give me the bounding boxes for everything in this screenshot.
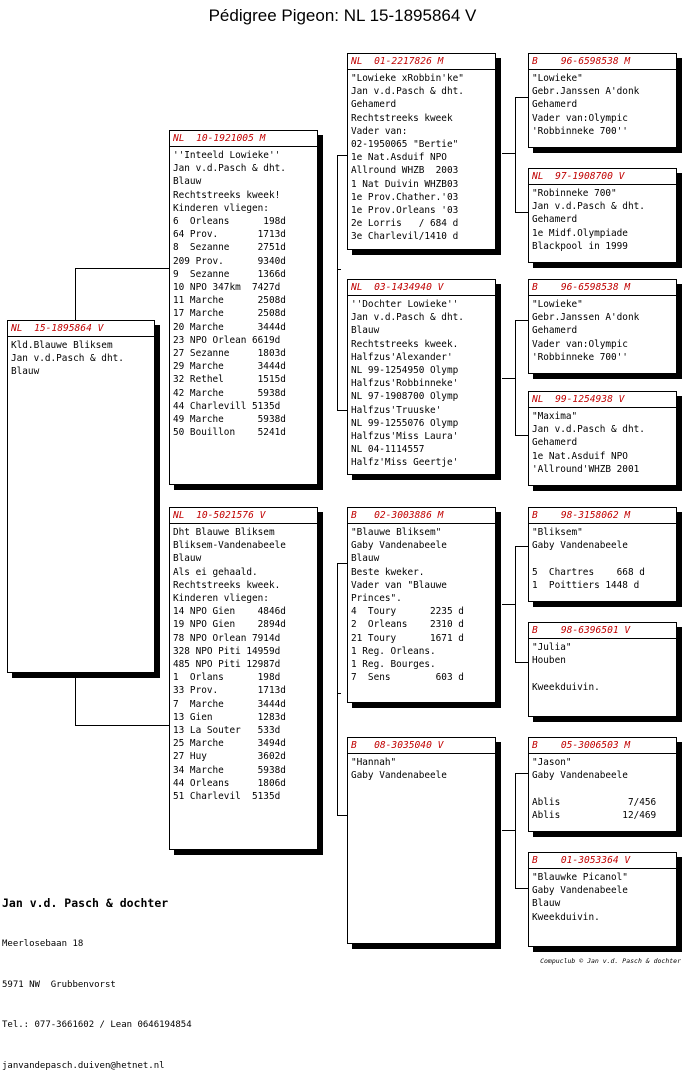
sire-dam-sire-card[interactable] xyxy=(528,279,677,374)
card-line: 49 Marche 5938d xyxy=(173,414,286,426)
card-line: 'Allround'WHZB 2001 xyxy=(532,463,640,475)
card-line: Halfzus'Truuske' xyxy=(351,404,442,416)
card-line: Halfzus'Robbinneke' xyxy=(351,378,459,390)
card-line: 13 Gien 1283d xyxy=(173,711,286,723)
card-line: 1e Nat.Asduif NPO xyxy=(532,450,628,462)
card-line: Kld.Blauwe Bliksem xyxy=(11,340,113,351)
card-line: Rechtstreeks kweek! xyxy=(173,189,281,201)
card-line: 27 Huy 3602d xyxy=(173,751,286,763)
card-line: "Blauwke Picanol" xyxy=(532,872,628,883)
card-line: 5 Chartres 668 d xyxy=(532,566,645,578)
card-line: 1 Orlans 198d xyxy=(173,672,281,684)
sire-sire-card[interactable] xyxy=(347,53,496,250)
ring-number: B 02-3003886 M xyxy=(351,510,444,521)
card-line: Ablis 7/456 xyxy=(532,796,657,808)
card-line: 78 NPO Orlean 7914d xyxy=(173,632,281,644)
card-line: Blauw xyxy=(11,366,40,378)
sire-sire-dam-card[interactable] xyxy=(528,168,677,263)
ring-number: NL 15-1895864 V xyxy=(11,323,104,334)
card-line: 3e Charlevil/1410 d xyxy=(351,231,459,243)
card-lines xyxy=(11,339,154,379)
card-line: NL 99-1255076 Olymp xyxy=(351,417,459,429)
card-line: 21 Toury 1671 d xyxy=(351,632,464,644)
card-line: Gebr.Janssen A'donk xyxy=(532,312,640,324)
card-line: 328 NPO Piti 14959d xyxy=(173,645,281,657)
card-line: 44 Charlevill 5135d xyxy=(173,400,281,412)
card-line: 9 Sezanne 1366d xyxy=(173,268,286,280)
owner-name: Jan v.d. Pasch & dochter xyxy=(2,896,169,910)
card-line xyxy=(532,667,676,680)
card-line: NL 97-1908700 Olymp xyxy=(351,391,459,403)
card-lines xyxy=(532,187,676,253)
card-line: Jan v.d.Pasch & dht. xyxy=(173,163,286,175)
card-line: 44 Orleans 1806d xyxy=(173,777,286,789)
card-lines xyxy=(532,756,676,822)
card-line: 23 NPO Orlean 6619d xyxy=(173,334,281,346)
card-line: Gebr.Janssen A'donk xyxy=(532,86,640,98)
card-line: 1e Nat.Asduif NPO xyxy=(351,152,447,164)
card-line: Jan v.d.Pasch & dht. xyxy=(532,201,645,213)
card-line: Ablis 12/469 xyxy=(532,809,657,821)
card-line: 10 NPO 347km 7427d xyxy=(173,282,281,294)
card-line: Jan v.d.Pasch & dht. xyxy=(351,86,464,98)
card-line: Princes". xyxy=(351,593,402,605)
ring-number: NL 03-1434940 V xyxy=(351,282,444,293)
ring-number: B 05-3006503 M xyxy=(532,740,631,751)
card-line: 'Robbinneke 700'' xyxy=(532,125,628,137)
ring-number: B 98-6396501 V xyxy=(532,625,631,636)
card-line: 25 Marche 3494d xyxy=(173,738,286,750)
card-lines xyxy=(351,526,495,684)
card-line: Blauw xyxy=(173,553,202,565)
card-line: 8 Sezanne 2751d xyxy=(173,242,286,254)
dam-dam-dam-card[interactable] xyxy=(528,852,677,947)
card-lines xyxy=(532,526,676,592)
card-line: 1e Prov.Orleans '03 xyxy=(351,205,459,217)
ring-number: B 96-6598538 M xyxy=(532,282,631,293)
card-lines xyxy=(351,298,495,470)
owner-info xyxy=(2,868,192,1087)
card-line: 1e Prov.Chather.'03 xyxy=(351,191,459,203)
card-line: Vader van "Blauwe xyxy=(351,579,447,591)
card-line: Jan v.d.Pasch & dht. xyxy=(351,312,464,324)
sire-card[interactable] xyxy=(169,130,318,485)
card-line: "Hannah" xyxy=(351,757,397,768)
card-line: Halfz'Miss Geertje' xyxy=(351,457,459,469)
card-line: 27 Sezanne 1803d xyxy=(173,348,286,360)
card-line: Rechtstreeks kweek xyxy=(351,112,453,124)
card-line: Vader van:Olympic xyxy=(532,338,628,350)
card-line: Halfzus'Miss Laura' xyxy=(351,431,459,443)
card-line: "Maxima" xyxy=(532,411,578,422)
dam-sire-sire-card[interactable] xyxy=(528,507,677,602)
ring-number: NL 99-1254938 V xyxy=(532,394,625,405)
card-line: "Blauwe Bliksem" xyxy=(351,527,442,538)
card-line: 20 Marche 3444d xyxy=(173,321,286,333)
card-line: "Bliksem" xyxy=(532,527,583,538)
card-line: Gehamerd xyxy=(532,437,578,449)
card-line: "Lowieke xRobbin'ke" xyxy=(351,73,464,84)
card-line: Rechtstreeks kweek. xyxy=(173,579,281,591)
card-line: Gaby Vandenabeele xyxy=(351,540,447,552)
card-line: Blackpool in 1999 xyxy=(532,240,628,252)
card-line: Rechtstreeks kweek. xyxy=(351,338,459,350)
card-line: Blauw xyxy=(351,325,380,337)
card-line: Blauw xyxy=(351,553,380,565)
dam-dam-card[interactable] xyxy=(347,737,496,944)
card-lines xyxy=(532,871,676,924)
card-line: Kweekduivin. xyxy=(532,681,600,693)
dam-sire-dam-card[interactable] xyxy=(528,622,677,717)
ring-number: NL 97-1908700 V xyxy=(532,171,625,182)
card-line: 1 Reg. Orleans. xyxy=(351,645,436,657)
card-line: 64 Prov. 1713d xyxy=(173,229,286,241)
card-line: 19 NPO Gien 2894d xyxy=(173,619,286,631)
card-lines xyxy=(173,526,317,803)
ring-number: NL 10-5021576 V xyxy=(173,510,266,521)
card-line: Dht Blauwe Bliksem xyxy=(173,527,275,538)
card-line: 2e Lorris / 684 d xyxy=(351,218,459,230)
card-line: Vader van:Olympic xyxy=(532,112,628,124)
card-lines xyxy=(351,72,495,244)
card-line: Kinderen vliegen: xyxy=(173,202,269,214)
owner-line: Tel.: 077-3661602 / Lean 0646194854 xyxy=(2,1020,192,1030)
card-line: NL 04-1114557 xyxy=(351,444,425,456)
card-line: 485 NPO Piti 12987d xyxy=(173,659,281,671)
owner-line: Meerlosebaan 18 xyxy=(2,939,84,949)
dam-card[interactable] xyxy=(169,507,318,850)
card-line: Blauw xyxy=(532,898,561,910)
card-line: 7 Marche 3444d xyxy=(173,698,286,710)
card-line xyxy=(532,782,676,795)
card-lines xyxy=(173,149,317,439)
card-line: NL 99-1254950 Olymp xyxy=(351,365,459,377)
card-line: 33 Prov. 1713d xyxy=(173,685,286,697)
card-line: 14 NPO Gien 4846d xyxy=(173,606,286,618)
card-line: 1 Poittiers 1448 d xyxy=(532,579,640,591)
card-line: 11 Marche 2508d xyxy=(173,295,286,307)
card-line: Halfzus'Alexander' xyxy=(351,351,453,363)
card-line: 2 Orleans 2310 d xyxy=(351,619,464,631)
card-line: ''Inteeld Lowieke'' xyxy=(173,150,281,161)
card-line: 34 Marche 5938d xyxy=(173,764,286,776)
card-line: 17 Marche 2508d xyxy=(173,308,286,320)
card-line: Jan v.d.Pasch & dht. xyxy=(532,424,645,436)
card-lines xyxy=(532,298,676,364)
card-line: Houben xyxy=(532,655,566,667)
card-line: Gehamerd xyxy=(532,325,578,337)
card-line: Gehamerd xyxy=(532,99,578,111)
ring-number: B 01-3053364 V xyxy=(532,855,631,866)
card-line: Kinderen vliegen: xyxy=(173,593,269,605)
card-line: Gaby Vandenabeele xyxy=(351,770,447,782)
ring-number: NL 01-2217826 M xyxy=(351,56,444,67)
owner-email[interactable]: janvandepasch.duiven@hetnet.nl xyxy=(2,1060,165,1071)
card-line: 6 Orleans 198d xyxy=(173,216,286,228)
card-line: Blauw xyxy=(173,176,202,188)
card-line: Gaby Vandenabeele xyxy=(532,540,628,552)
card-line: 209 Prov. 9340d xyxy=(173,255,286,267)
card-line: Gaby Vandenabeele xyxy=(532,885,628,897)
card-line: 02-1950065 "Bertie" xyxy=(351,139,459,151)
page-title: Pédigree Pigeon: NL 15-1895864 V xyxy=(208,6,477,25)
card-line: 1 Nat Duivin WHZB03 xyxy=(351,178,459,190)
subject-pigeon-card[interactable] xyxy=(7,320,155,673)
card-lines xyxy=(532,72,676,138)
card-line: Bliksem-Vandenabeele xyxy=(173,540,286,552)
ring-number: B 96-6598538 M xyxy=(532,56,631,67)
card-line: ''Dochter Lowieke'' xyxy=(351,299,459,310)
card-line: Kweekduivin. xyxy=(532,911,600,923)
card-line: 4 Toury 2235 d xyxy=(351,606,464,618)
sire-dam-dam-card[interactable] xyxy=(528,391,677,486)
dam-sire-card[interactable] xyxy=(347,507,496,703)
card-line: 'Robbinneke 700'' xyxy=(532,351,628,363)
card-line: "Lowieke" xyxy=(532,299,583,310)
card-line: 1 Reg. Bourges. xyxy=(351,659,436,671)
ring-number: B 98-3158062 M xyxy=(532,510,631,521)
card-line: Gehamerd xyxy=(532,214,578,226)
sire-dam-card[interactable] xyxy=(347,279,496,475)
card-line xyxy=(532,552,676,565)
card-line: Als ei gehaald. xyxy=(173,566,258,578)
card-line: "Robinneke 700" xyxy=(532,188,617,199)
sire-sire-sire-card[interactable] xyxy=(528,53,677,148)
card-line: "Lowieke" xyxy=(532,73,583,84)
card-line: Beste kweker. xyxy=(351,566,425,578)
card-line: Gehamerd xyxy=(351,99,397,111)
card-line: 29 Marche 3444d xyxy=(173,361,286,373)
credit-text: Compuclub © Jan v.d. Pasch & dochter xyxy=(540,957,681,965)
card-line: "Julia" xyxy=(532,642,572,653)
card-line: "Jason" xyxy=(532,757,572,768)
card-lines xyxy=(532,410,676,476)
card-line: Allround WHZB 2003 xyxy=(351,165,459,177)
card-line: 7 Sens 603 d xyxy=(351,672,464,684)
card-line: Gaby Vandenabeele xyxy=(532,770,628,782)
card-line: 32 Rethel 1515d xyxy=(173,374,286,386)
card-line: 42 Marche 5938d xyxy=(173,387,286,399)
card-line: 50 Bouillon 5241d xyxy=(173,427,286,439)
card-line: Vader van: xyxy=(351,125,408,137)
card-lines xyxy=(532,641,676,694)
card-lines xyxy=(351,756,495,782)
card-line: 1e Midf.Olympiade xyxy=(532,227,628,239)
dam-dam-sire-card[interactable] xyxy=(528,737,677,832)
ring-number: NL 10-1921005 M xyxy=(173,133,266,144)
card-line: 51 Charlevil 5135d xyxy=(173,791,281,803)
ring-number: B 08-3035040 V xyxy=(351,740,444,751)
card-line: 13 La Souter 533d xyxy=(173,725,281,737)
card-line: Jan v.d.Pasch & dht. xyxy=(11,353,124,365)
owner-line: 5971 NW Grubbenvorst xyxy=(2,979,116,990)
